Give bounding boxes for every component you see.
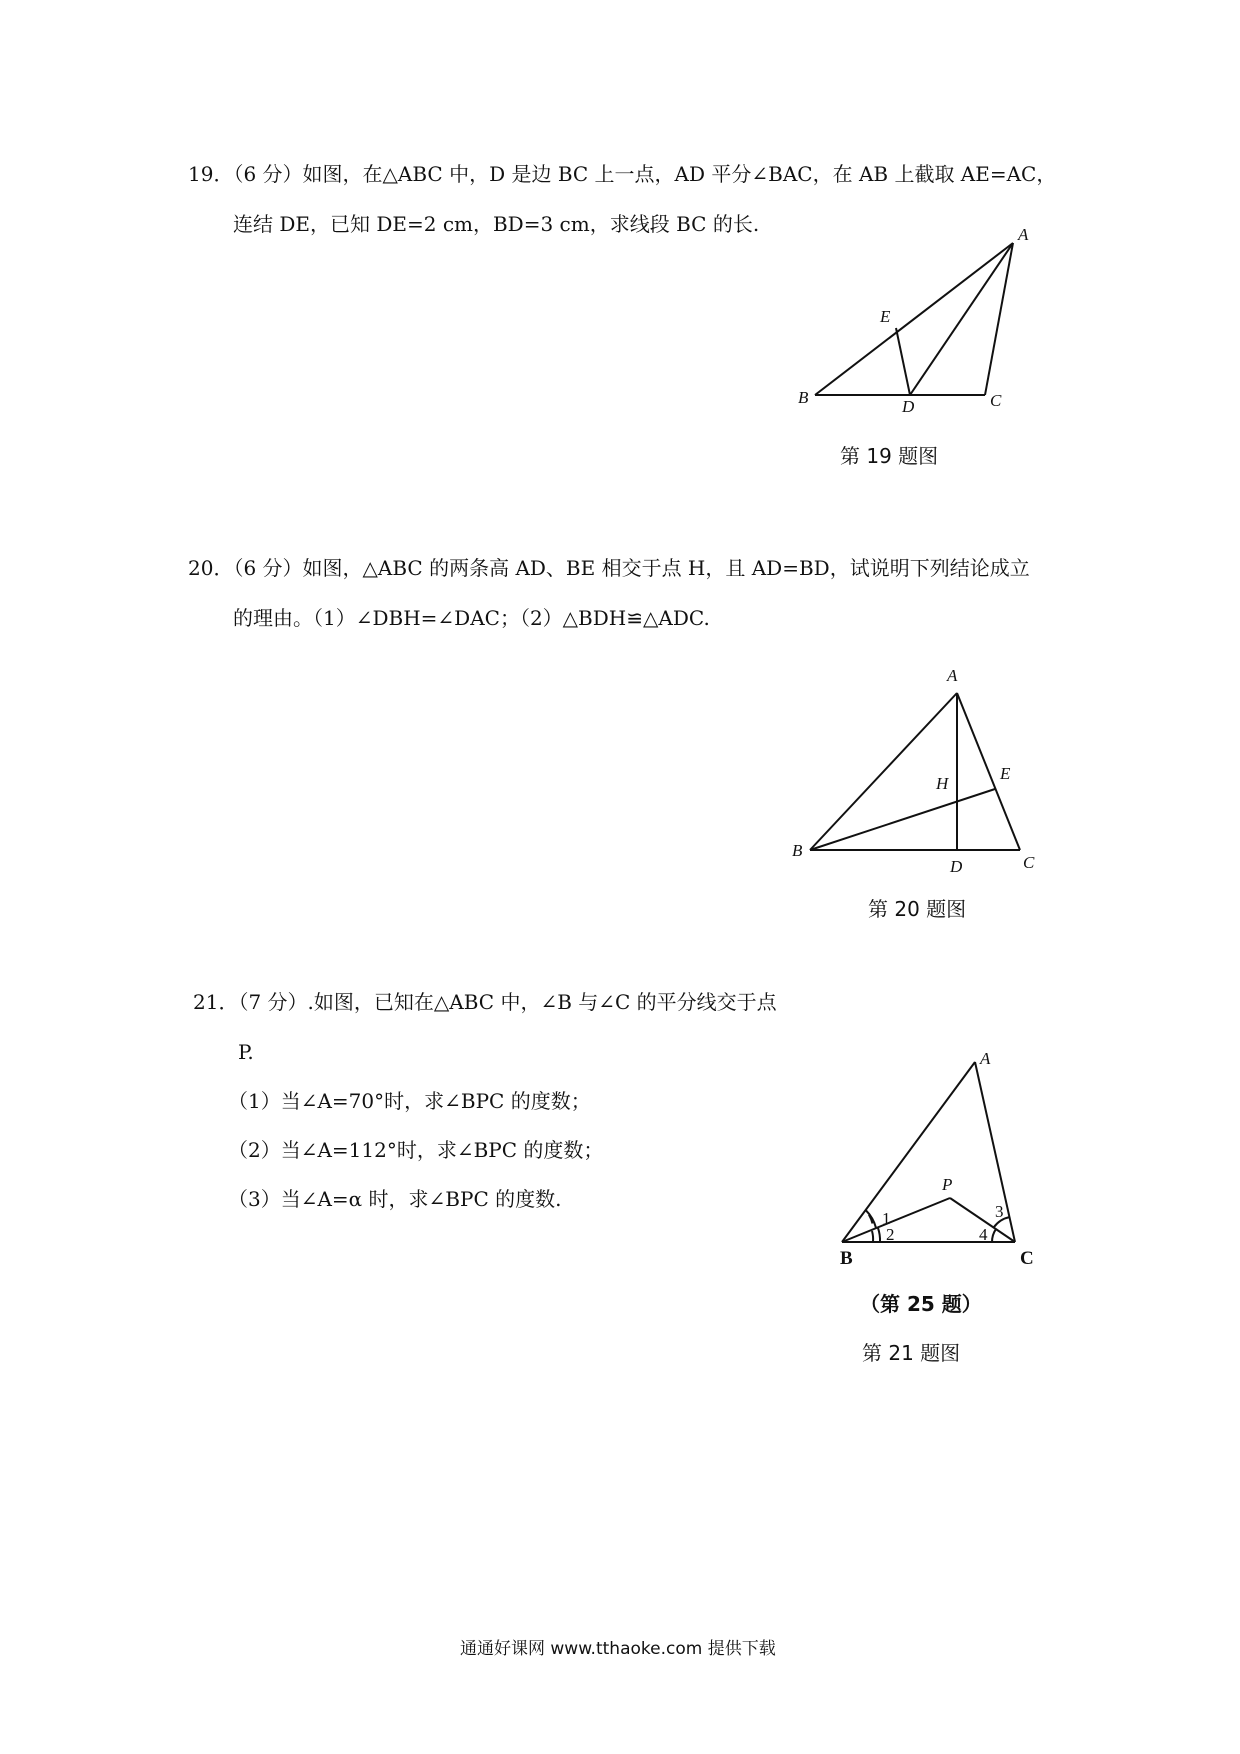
q20-line2: 的理由。（1）∠DBH=∠DAC；（2）△BDH≌△ADC.	[233, 606, 710, 630]
q21-caption: 第 21 题图	[862, 1341, 961, 1365]
q21-figure	[830, 1049, 1060, 1269]
q21-label-3: 3	[995, 1202, 1004, 1221]
q19-seg-ED	[896, 328, 910, 395]
q21-arc-angle2b	[872, 1231, 873, 1242]
q19-seg-AD	[910, 243, 1013, 395]
q20-seg-AC	[957, 693, 1020, 850]
q20-label-C: C	[1023, 853, 1035, 872]
q21-label-1: 1	[882, 1209, 891, 1228]
q21-label-C: C	[1020, 1248, 1034, 1269]
q21-label-A: A	[980, 1049, 991, 1068]
q20-label-B: B	[792, 841, 803, 860]
q20-label-D: D	[950, 857, 963, 876]
q20-label-H: H	[936, 774, 949, 793]
q21-label-P: P	[942, 1175, 953, 1194]
q19-label-D: D	[902, 397, 915, 416]
q19-caption: 第 19 题图	[840, 444, 939, 468]
q20-label-A: A	[947, 666, 958, 685]
q21-label-B: B	[840, 1248, 853, 1269]
q19-line2: 连结 DE，已知 DE=2 cm，BD=3 cm，求线段 BC 的长.	[233, 212, 760, 236]
q21-inner-caption: （第 25 题）	[860, 1292, 982, 1316]
q19-seg-AC	[985, 243, 1013, 395]
q21-label-2: 2	[886, 1225, 895, 1244]
q21-arc-angle2	[878, 1228, 880, 1242]
q21-arc-angle1b	[869, 1215, 873, 1224]
q19-figure	[780, 210, 1040, 416]
q21-sub1: （1）当∠A=70°时，求∠BPC 的度数；	[228, 1089, 591, 1113]
q19-label-C: C	[990, 391, 1002, 410]
q19-label-E: E	[880, 307, 891, 326]
q19-label-B: B	[798, 388, 809, 407]
q20-figure	[780, 665, 1050, 875]
q19-seg-BA	[815, 243, 1013, 395]
q21-sub3: （3）当∠A=α 时，求∠BPC 的度数.	[228, 1187, 562, 1211]
q21-line1: 21．（7 分）.如图，已知在△ABC 中，∠B 与∠C 的平分线交于点	[193, 990, 777, 1014]
q19-label-A: A	[1018, 225, 1029, 244]
q20-caption: 第 20 题图	[868, 897, 967, 921]
q20-line1: 20．（6 分）如图，△ABC 的两条高 AD、BE 相交于点 H，且 AD=BD，试说明下列结论成立	[188, 556, 1030, 580]
q20-label-E: E	[1000, 764, 1011, 783]
q19-line1: 19．（6 分）如图，在△ABC 中，D 是边 BC 上一点，AD 平分∠BAC，在 AB 上截取 AE=AC，	[188, 162, 1057, 186]
q21-arc-angle4	[992, 1229, 996, 1242]
q21-sub2: （2）当∠A=112°时，求∠BPC 的度数；	[228, 1138, 604, 1162]
q21-label-4: 4	[979, 1225, 988, 1244]
q21-line2: P.	[238, 1040, 254, 1064]
footer-source: 通通好课网 www.tthaoke.com 提供下载	[460, 1639, 776, 1659]
